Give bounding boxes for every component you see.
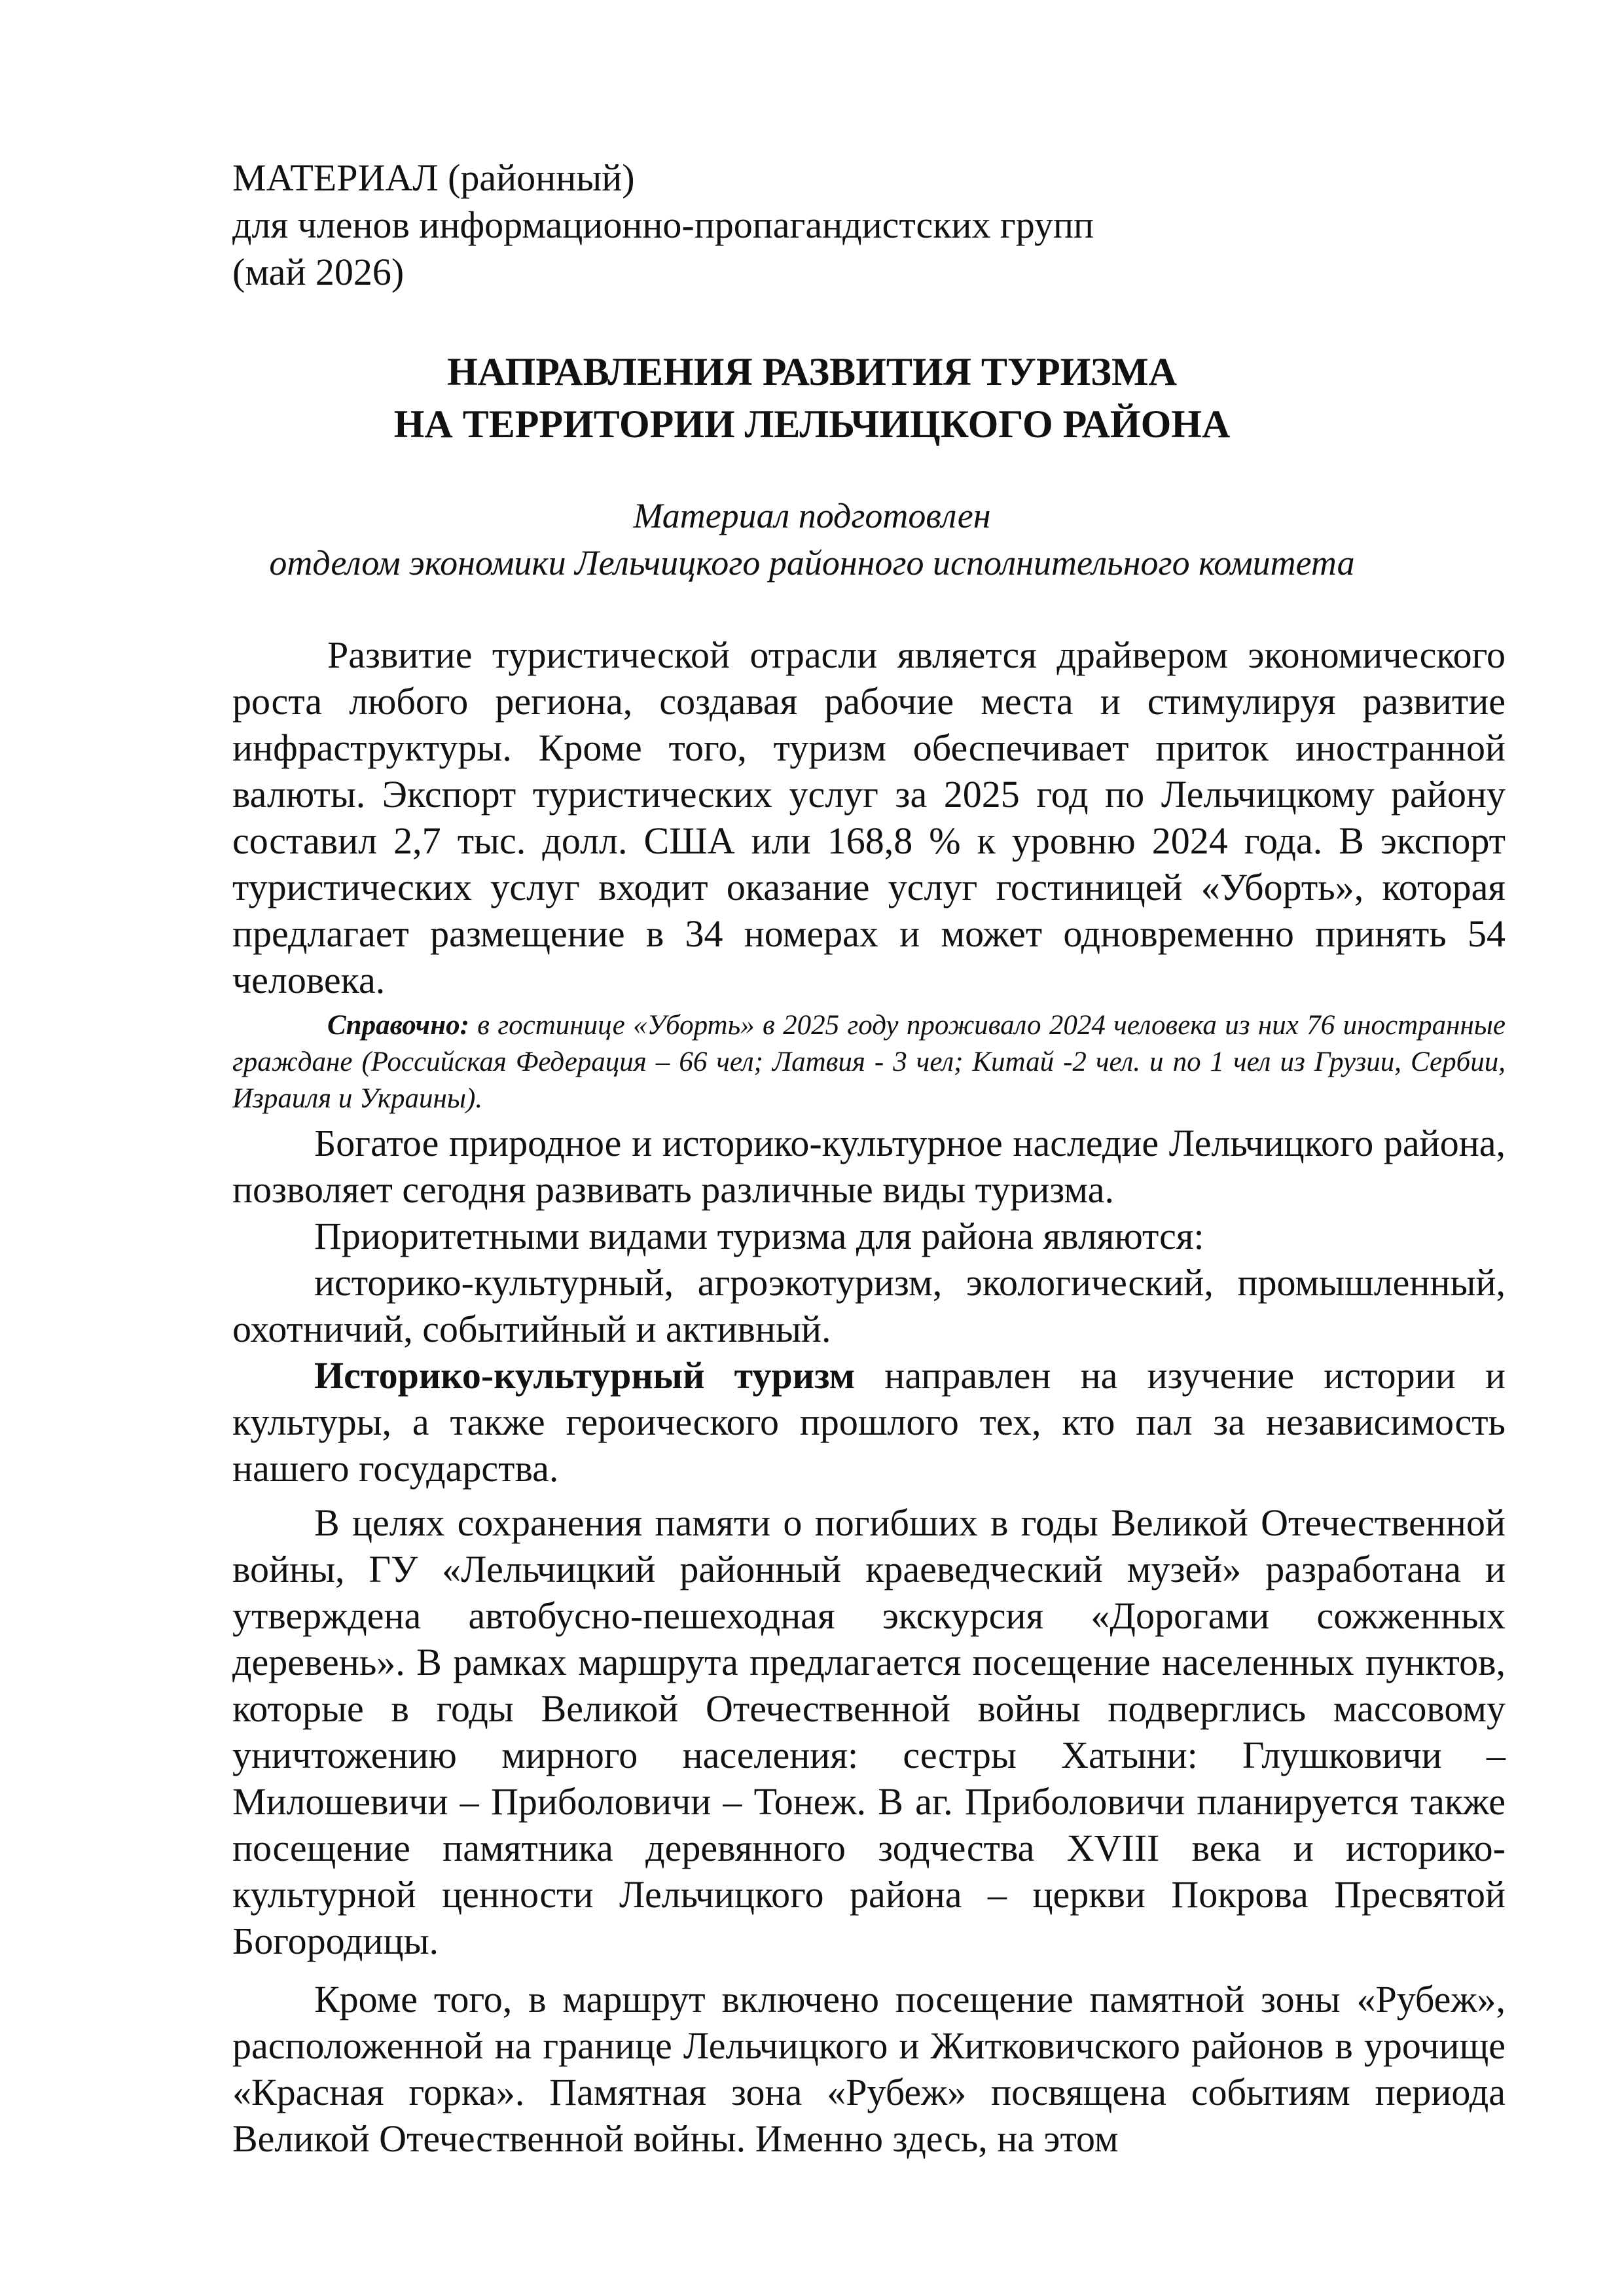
document-author-note (0, 492, 1624, 586)
paragraph-memorial-zone: Кроме того, в маршрут включено посещение памятной зоны «Рубеж», расположенной на границе Лельчицкого и Житковичского районов в урочище «Красная горка». Памятная зона «Рубеж» посвящена событиям периода Великой Отечественной войны. Именно здесь, на этом (232, 1978, 1506, 2160)
paragraph-tourism-export: Развитие туристической отрасли является драйвером экономического роста любого региона, создавая рабочие места и стимулируя развитие инфраструктуры. Кроме того, туризм обеспечивает приток иностранной валюты. Экспорт туристических услуг за 2025 год по Лельчицкому району составил 2,7 тыс. долл. США или 168,8 % к уровню 2024 года. В экспорт туристических услуг входит оказание услуг гостиницей «Уборть», которая предлагает размещение в 34 номерах и может одновременно принять 54 человека. (232, 634, 1506, 1001)
header-audience-line: для членов информационно-пропагандистских групп (232, 204, 1094, 246)
document-body (232, 632, 1506, 2162)
paragraph-heritage: Богатое природное и историко-культурное наследие Лельчицкого района, позволяет сегодня развивать различные виды туризма. (232, 1122, 1506, 1211)
document-title (0, 346, 1624, 450)
author-note-line-2: отделом экономики Лельчицкого районного исполнительного комитета (269, 543, 1355, 583)
historical-tourism-text: направлен на изучение истории и культуры, а также героического прошлого тех, кто пал за независимость нашего государства. (232, 1354, 1506, 1490)
header-material-line: МАТЕРИАЛ (районный) (232, 156, 635, 199)
title-line-1: НАПРАВЛЕНИЯ РАЗВИТИЯ ТУРИЗМА (447, 350, 1177, 393)
reference-note-text: в гостинице «Уборть» в 2025 году проживало 2024 человека из них 76 иностранные граждане (Российская Федерация – 66 чел; Латвия - 3 чел; Китай -2 чел. и по 1 чел из Грузии, Сербии, Израиля и Украины). (232, 1010, 1506, 1114)
title-line-2: НА ТЕРРИТОРИИ ЛЕЛЬЧИЦКОГО РАЙОНА (393, 403, 1231, 446)
document-header (232, 154, 1094, 296)
reference-note-label: Справочно: (327, 1010, 469, 1041)
author-note-line-1: Материал подготовлен (633, 496, 991, 535)
paragraph-priority-intro: Приоритетными видами туризма для района являются: (314, 1215, 1204, 1257)
reference-note (232, 1007, 1506, 1117)
header-date-line: (май 2026) (232, 251, 405, 293)
paragraph-tourism-kinds: историко-культурный, агроэкотуризм, экологический, промышленный, охотничий, событийный и активный. (232, 1261, 1506, 1350)
paragraph-excursion-route: В целях сохранения памяти о погибших в годы Великой Отечественной войны, ГУ «Лельчицкий районный краеведческий музей» разработана и утверждена автобусно-пешеходная экскурсия «Дорогами сожженных деревень». В рамках маршрута предлагается посещение населенных пунктов, которые в годы Великой Отечественной войны подверглись массовому уничтожению мирного населения: сестры Хатыни: Глушковичи – Милошевичи – Приболовичи – Тонеж. В аг. Приболовичи планируется также посещение памятника деревянного зодчества XVIII века и историко-культурной ценности Лельчицкого района – церкви Покрова Пресвятой Богородицы. (232, 1501, 1506, 1962)
paragraph-historical-tourism (232, 1352, 1506, 1492)
historical-tourism-term: Историко-культурный туризм (314, 1354, 856, 1397)
